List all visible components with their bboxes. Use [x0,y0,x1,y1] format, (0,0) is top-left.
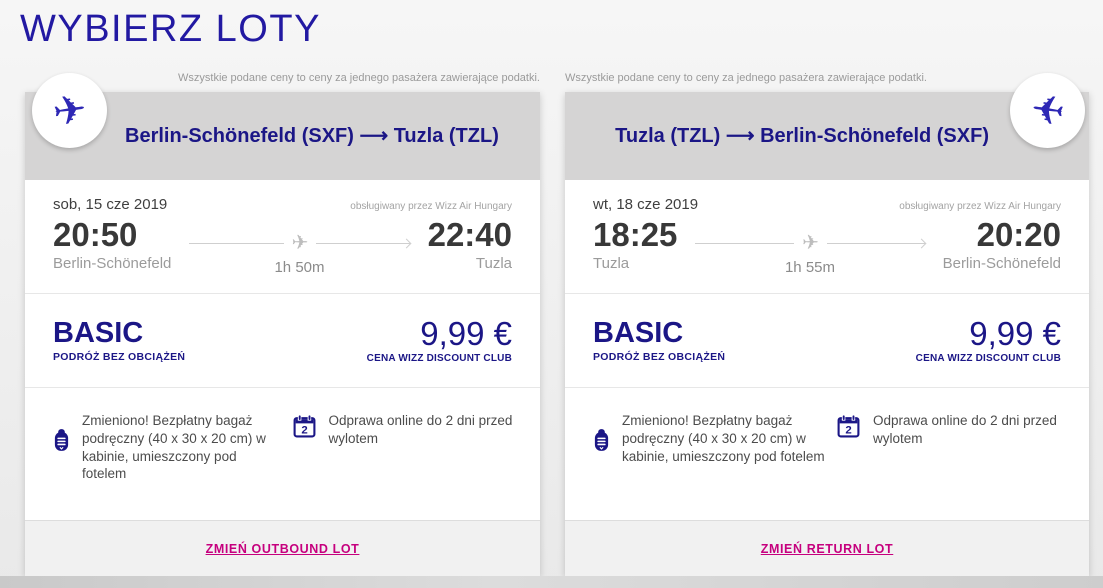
leg-plane-icon: ✈ [291,232,309,254]
price-label: CENA WIZZ DISCOUNT CLUB [366,353,512,364]
return-perks [565,388,1089,520]
flight-date: wt, 18 cze 2019 [593,196,699,213]
return-card-footer [565,520,1089,576]
outbound-fare-row [25,293,540,388]
perk-text: Odprawa online do 2 dni przed wylotem [328,413,513,446]
return-flight-details [565,180,1089,293]
arrival-time: 22:40 [427,216,512,253]
outbound-card-footer [25,520,540,576]
return-plane-badge [1010,73,1085,148]
flight-cards-row [25,86,1089,576]
change-return-link[interactable]: ZMIEŃ RETURN LOT [760,541,894,556]
operator-label: obsługiwany przez Wizz Air Hungary [350,201,512,212]
return-flight-card [565,86,1089,576]
bottom-edge-strip [0,576,1103,588]
flight-date: sob, 15 cze 2019 [53,196,168,213]
flight-duration: 1h 50m [274,259,325,276]
outbound-flight-card [25,86,540,576]
arrowhead-icon [401,238,411,248]
departure-time: 20:50 [53,216,138,253]
perk-cabin-bag [593,412,826,520]
page-title: WYBIERZ LOTY [20,8,321,50]
plane-icon: ✈ [49,86,90,135]
outbound-flight-details [25,180,540,293]
perk-online-checkin [836,412,1069,520]
outbound-perks [25,388,540,520]
calendar-checkin-icon [292,414,317,444]
arrival-airport: Tuzla [475,255,512,273]
flight-leg-graphic [695,233,924,253]
arrival-time: 20:20 [976,216,1061,253]
perk-text: Zmieniono! Bezpłatny bagaż podręczny (40 x 30 x 20 cm) w kabinie, umieszczony pod fotelem [82,413,266,482]
svg-text:2: 2 [300,424,308,437]
outbound-plane-badge [32,73,107,148]
perk-text: Odprawa online do 2 dni przed wylotem [873,413,1057,446]
perk-cabin-bag [53,412,282,520]
departure-time: 18:25 [593,216,678,253]
route-title: Tuzla (TZL) ⟶ Berlin-Schönefeld (SXF) [615,124,989,147]
flight-duration: 1h 55m [784,259,836,276]
price-amount: 9,99 € [969,315,1061,352]
return-fare-row [565,293,1089,388]
operator-label: obsługiwany przez Wizz Air Hungary [899,201,1061,212]
svg-text:2: 2 [845,424,852,437]
leg-plane-icon: ✈ [802,232,819,254]
perk-online-checkin [292,412,521,520]
fare-tagline: PODRÓŻ BEZ OBCIĄŻEŃ [593,350,726,363]
perk-text: Zmieniono! Bezpłatny bagaż podręczny (40 x 30 x 20 cm) w kabinie, umieszczony pod fotelem [622,413,825,464]
fare-name: BASIC [593,316,684,349]
backpack-icon [593,428,610,457]
arrowhead-icon [916,238,926,248]
plane-icon: ✈ [1027,86,1068,135]
calendar-checkin-icon [836,414,861,444]
flight-leg-graphic [189,233,409,253]
price-label: CENA WIZZ DISCOUNT CLUB [915,353,1061,364]
fare-tagline: PODRÓŻ BEZ OBCIĄŻEŃ [53,350,186,363]
arrival-airport: Berlin-Schönefeld [942,255,1061,273]
price-amount: 9,99 € [420,315,512,352]
change-outbound-link[interactable]: ZMIEŃ OUTBOUND LOT [205,541,360,556]
departure-airport: Berlin-Schönefeld [53,255,172,273]
backpack-icon [53,428,70,457]
route-title: Berlin-Schönefeld (SXF) ⟶ Tuzla (TZL) [125,124,499,147]
price-note-outbound: Wszystkie podane ceny to ceny za jednego pasażera zawierające podatki. [178,72,540,84]
fare-name: BASIC [53,316,144,349]
price-note-return: Wszystkie podane ceny to ceny za jednego pasażera zawierające podatki. [565,72,927,84]
price-note-row [25,72,1089,84]
departure-airport: Tuzla [593,255,630,273]
